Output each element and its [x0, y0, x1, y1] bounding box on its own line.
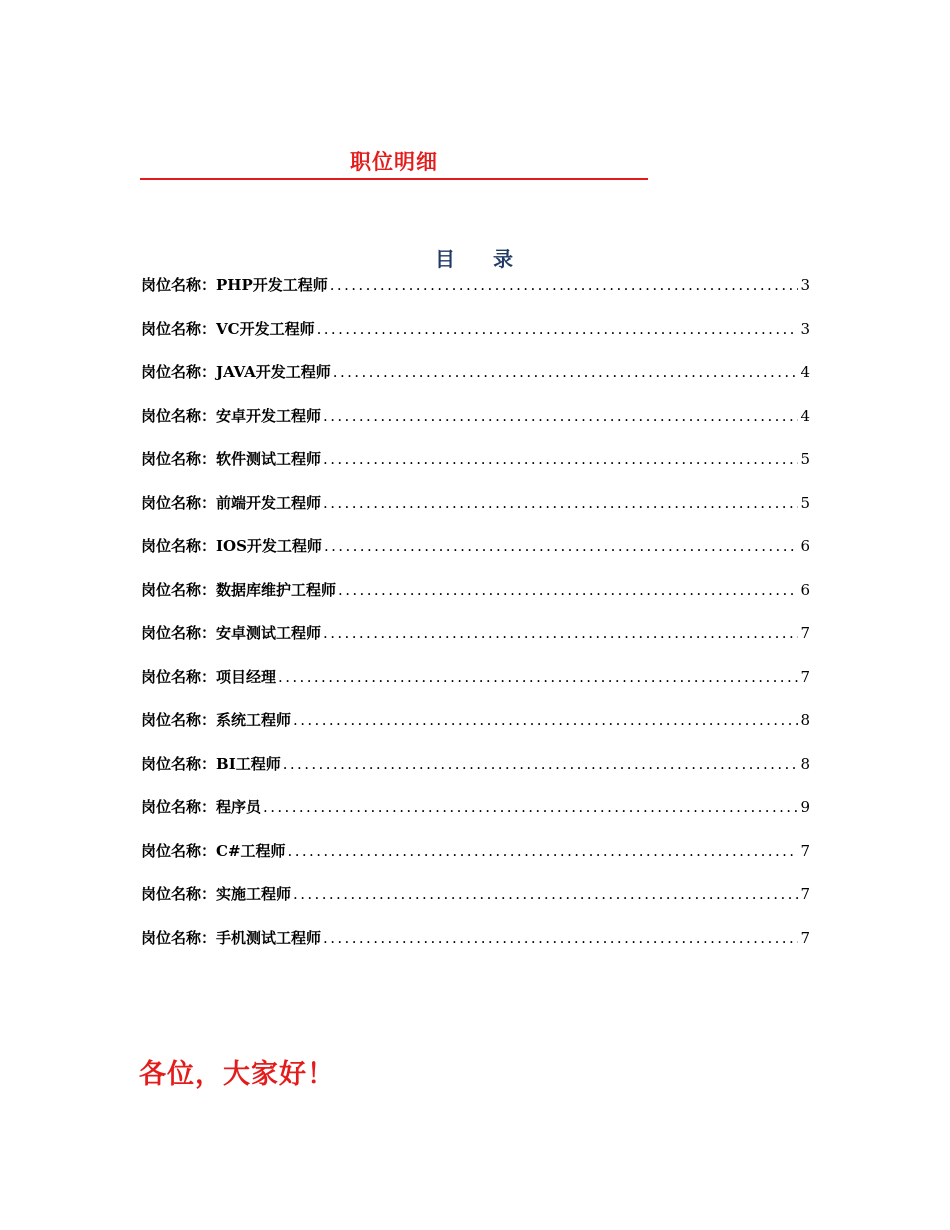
toc-heading-left: 目: [435, 247, 457, 271]
toc-page-number: 8: [800, 711, 810, 729]
toc-page-number: 4: [800, 406, 810, 425]
toc-page-number: 7: [800, 841, 810, 860]
toc-entry-label: 岗位名称：PHP开发工程师: [141, 276, 328, 294]
toc-entry-label: 岗位名称：前端开发工程师: [141, 493, 322, 512]
page-title: 职位明细: [350, 149, 438, 174]
toc-entry[interactable]: [141, 273, 810, 317]
toc-entry[interactable]: [141, 795, 810, 839]
toc-entry-label: 岗位名称：C#工程师: [141, 841, 286, 860]
toc-dot-leader: [338, 578, 798, 602]
toc-entry[interactable]: [141, 665, 810, 709]
toc-entry[interactable]: [141, 534, 810, 578]
toc-entry[interactable]: [141, 447, 810, 491]
toc-entry-label: 岗位名称：IOS开发工程师: [141, 537, 322, 555]
toc-entry-label: 岗位名称：手机测试工程师: [141, 928, 322, 947]
toc-entry-label: 岗位名称：项目经理: [141, 667, 277, 686]
toc-dot-leader: [323, 491, 798, 515]
toc-entry-label: 岗位名称：软件测试工程师: [141, 450, 322, 468]
toc-entry-label: 岗位名称：JAVA开发工程师: [141, 363, 331, 381]
toc-heading: [0, 243, 950, 272]
toc-dot-leader: [330, 273, 798, 297]
toc-dot-leader: [283, 752, 798, 776]
toc-dot-leader: [317, 317, 798, 341]
toc-page-number: 7: [800, 885, 810, 903]
toc-entry-label: 岗位名称：数据库维护工程师: [141, 580, 337, 599]
toc-page-number: 4: [800, 363, 810, 381]
toc-entry-label: 岗位名称：BI工程师: [141, 754, 281, 773]
toc-page-number: 8: [800, 754, 810, 773]
toc-dot-leader: [323, 447, 798, 471]
toc-dot-leader: [293, 882, 798, 906]
toc-entry[interactable]: [141, 404, 810, 448]
toc-page-number: 3: [800, 319, 810, 338]
toc-page-number: 7: [800, 667, 810, 686]
toc-entry[interactable]: [141, 752, 810, 796]
toc-page-number: 9: [800, 798, 810, 816]
toc-dot-leader: [288, 839, 798, 863]
toc-dot-leader: [293, 708, 798, 732]
toc-entry[interactable]: [141, 882, 810, 926]
title-underline: [140, 148, 648, 180]
toc-page-number: 7: [800, 624, 810, 642]
toc-page-number: 7: [800, 928, 810, 947]
toc-entry-label: 岗位名称：实施工程师: [141, 885, 292, 903]
toc-entry[interactable]: [141, 839, 810, 883]
toc-dot-leader: [324, 534, 798, 558]
toc-dot-leader: [323, 621, 798, 645]
toc-page-number: 3: [800, 276, 810, 294]
toc-dot-leader: [323, 926, 798, 950]
toc-entry[interactable]: [141, 708, 810, 752]
toc-entry-label: 岗位名称：程序员: [141, 798, 262, 816]
toc-entry[interactable]: [141, 578, 810, 622]
toc-entry[interactable]: [141, 360, 810, 404]
toc-entry[interactable]: [141, 317, 810, 361]
toc-entry-label: 岗位名称：系统工程师: [141, 711, 292, 729]
toc-entry[interactable]: [141, 926, 810, 970]
toc-page-number: 6: [800, 580, 810, 599]
toc-dot-leader: [278, 665, 798, 689]
toc-entry-label: 岗位名称：VC开发工程师: [141, 319, 315, 338]
toc-entry[interactable]: [141, 621, 810, 665]
toc-dot-leader: [263, 795, 798, 819]
table-of-contents: [141, 273, 810, 969]
toc-entry-label: 岗位名称：安卓测试工程师: [141, 624, 322, 642]
toc-page-number: 6: [800, 537, 810, 555]
toc-page-number: 5: [800, 493, 810, 512]
toc-entry-label: 岗位名称：安卓开发工程师: [141, 406, 322, 425]
toc-dot-leader: [333, 360, 798, 384]
toc-heading-right: 录: [493, 247, 515, 271]
toc-entry[interactable]: [141, 491, 810, 535]
toc-dot-leader: [323, 404, 798, 428]
toc-page-number: 5: [800, 450, 810, 468]
greeting-heading: 各位，大家好！: [139, 1059, 335, 1090]
